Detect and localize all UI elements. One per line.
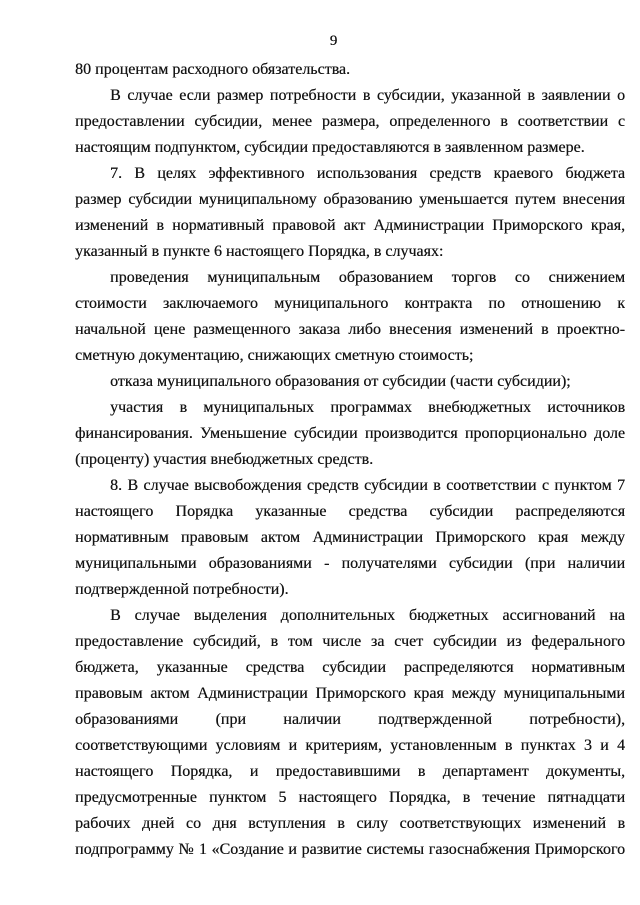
text-line: начальной цене размещенного заказа либо внесения изменений в проектно-	[75, 321, 625, 338]
text-line: правовым актом Администрации Приморского края между муниципальными	[75, 685, 625, 702]
text-line: 7. В целях эффективного использования средств краевого бюджета	[110, 165, 625, 182]
paragraph	[75, 603, 625, 863]
text-line: настоящего Порядка, и предоставившими в департамент документы,	[75, 763, 625, 780]
text-line: образованиями (при наличии подтвержденной потребности),	[75, 711, 625, 728]
paragraph	[75, 473, 625, 603]
paragraph	[75, 369, 625, 395]
text-line: бюджета, указанные средства субсидии распределяются нормативным	[75, 659, 625, 676]
text-line: В случае если размер потребности в субсидии, указанной в заявлении о	[110, 87, 625, 104]
text-line: проведения муниципальным образованием торгов со снижением	[110, 269, 625, 286]
text-line: муниципальными образованиями - получателями субсидии (при наличии	[75, 555, 625, 572]
text-line: участия в муниципальных программах внебюджетных источников	[110, 399, 625, 416]
text-line: нормативным правовым актом Администрации Приморского края между	[75, 529, 625, 546]
text-line: рабочих дней со дня вступления в силу соответствующих изменений в	[75, 815, 625, 832]
text-line: 8. В случае высвобождения средств субсидии в соответствии с пунктом 7	[110, 477, 625, 494]
paragraph	[75, 395, 625, 473]
text-line: подпрограмму № 1 «Создание и развитие системы газоснабжения Приморского	[75, 841, 625, 858]
text-line: настоящего Порядка указанные средства субсидии распределяются	[75, 503, 625, 520]
paragraph	[75, 83, 625, 161]
text-line: подтвержденной потребности).	[75, 581, 289, 598]
text-line: стоимости заключаемого муниципального контракта по отношению к	[75, 295, 625, 312]
text-line: указанный в пункте 6 настоящего Порядка, в случаях:	[75, 243, 444, 260]
document-body	[75, 57, 625, 863]
text-line: 80 процентам расходного обязательства.	[75, 61, 351, 78]
text-line: изменений в нормативный правовой акт Администрации Приморского края,	[75, 217, 625, 234]
paragraph	[75, 265, 625, 369]
text-line: предусмотренные пунктом 5 настоящего Порядка, в течение пятнадцати	[75, 789, 625, 806]
text-line: финансирования. Уменьшение субсидии производится пропорционально доле	[75, 425, 625, 442]
text-line: соответствующими условиям и критериям, установленным в пунктах 3 и 4	[75, 737, 625, 754]
text-line: предоставление субсидий, в том числе за счет субсидии из федерального	[75, 633, 625, 650]
paragraph	[75, 57, 625, 83]
text-line: настоящим подпунктом, субсидии предоставляются в заявленном размере.	[75, 139, 585, 156]
text-line: отказа муниципального образования от субсидии (части субсидии);	[110, 373, 571, 390]
text-line: сметную документацию, снижающих сметную стоимость;	[75, 347, 474, 364]
page-number: 9	[329, 33, 338, 49]
text-line: предоставлении субсидии, менее размера, определенного в соответствии с	[75, 113, 625, 130]
text-line: В случае выделения дополнительных бюджетных ассигнований на	[110, 607, 625, 624]
paragraph	[75, 161, 625, 265]
text-line: (проценту) участия внебюджетных средств.	[75, 451, 374, 468]
text-line: размер субсидии муниципальному образованию уменьшается путем внесения	[75, 191, 625, 208]
